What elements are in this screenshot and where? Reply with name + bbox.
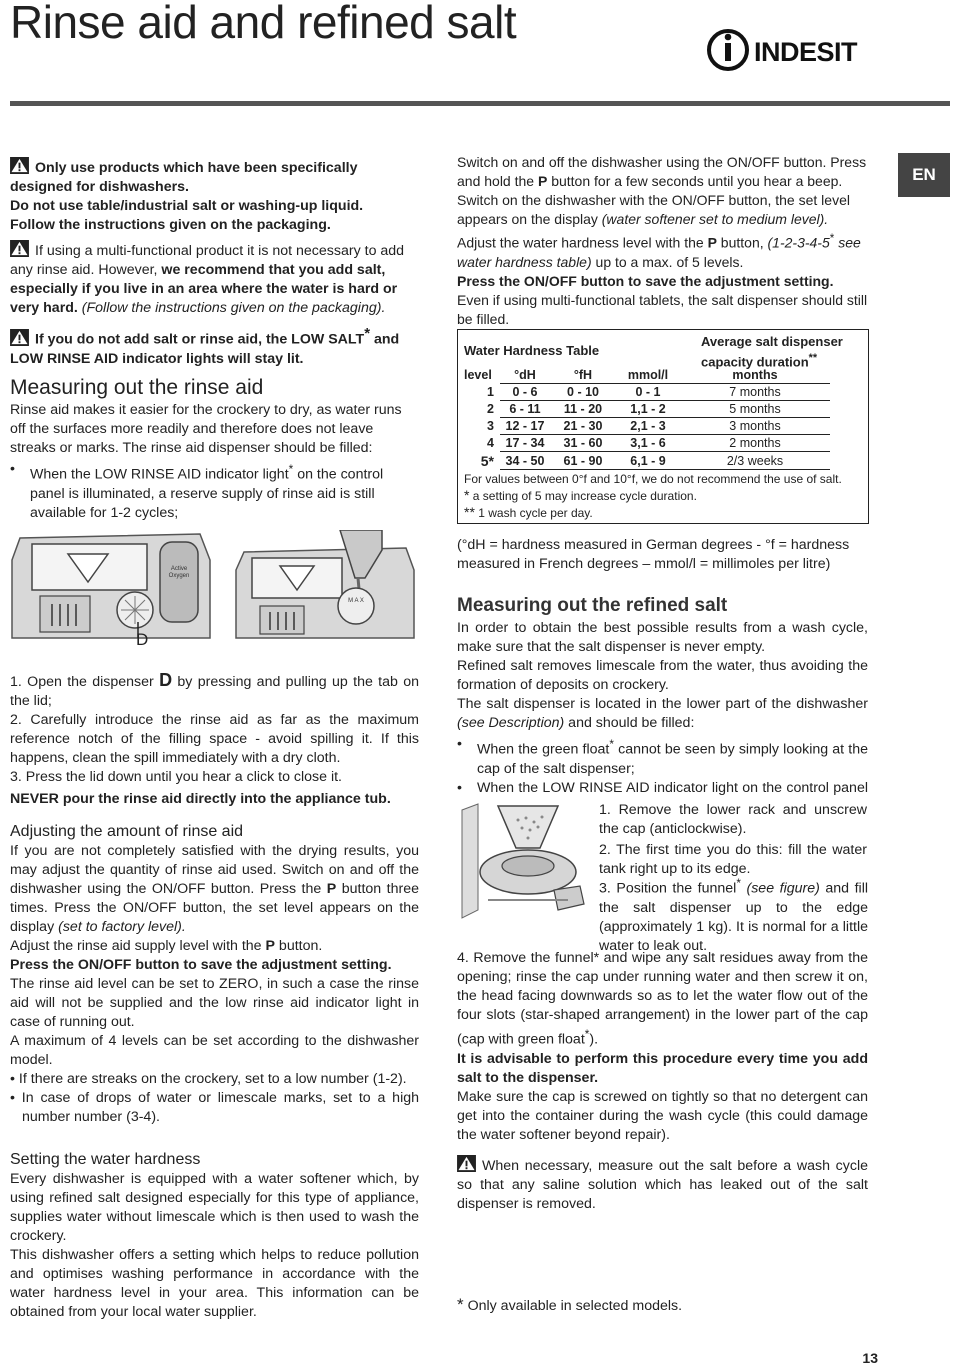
- col-mmol: mmol/l: [616, 367, 680, 384]
- hardness-p1: Every dishwasher is equipped with a water softener which, by using refined salt designed especially for this type of appliance, supplies water without limescale which is then used to wash the crockery.: [10, 1171, 419, 1244]
- asterisk: *: [736, 876, 741, 890]
- step1-b: by pressing and pulling up the tab on the lid;: [10, 674, 420, 709]
- warnings-block: [10, 157, 420, 369]
- cell-mmol: 6,1 - 9: [616, 452, 680, 470]
- table-note-2: a setting of 5 may increase cycle duration.: [472, 489, 697, 503]
- page-number: 13: [862, 1350, 878, 1366]
- units-note: (°dH = hardness measured in German degrees - °f = hardness measured in French degrees – mmol/l = millimoles per litre): [457, 537, 850, 572]
- r-p3-b: button,: [716, 234, 768, 251]
- adjust-p2-b: button.: [274, 938, 323, 954]
- adjust-b1-text: If there are streaks on the crockery, set to a low number (1-2).: [18, 1071, 407, 1087]
- warn3-text-a: If you do not add salt or rinse aid, the LOW SALT: [35, 331, 365, 348]
- warn1-text: Only use products which have been specifically designed for dishwashers.: [10, 160, 358, 195]
- r-p3-i: (1-2-3-4-5: [767, 234, 830, 251]
- indesit-logo-icon: [706, 26, 868, 74]
- table-note-1: For values between 0°f and 10°f, we do not recommend the use of salt.: [464, 472, 842, 486]
- salt-warn-text: When necessary, measure out the salt before a wash cycle so that any saline solution which has leaked out of the salt dispenser is removed.: [457, 1157, 868, 1212]
- footnote: [457, 1295, 868, 1316]
- adjust-p1-p: P: [326, 881, 337, 897]
- table-row: [462, 418, 830, 435]
- r-p1-b: button for a few seconds until you hear a beep.: [547, 173, 843, 189]
- salt-step-4: [457, 949, 868, 1050]
- asterisk: *: [584, 1027, 590, 1041]
- avg-head-2: capacity duration: [701, 354, 809, 370]
- salt-p3: [457, 695, 868, 733]
- cell-fh: 31 - 60: [550, 435, 616, 452]
- r-p2: [457, 191, 868, 229]
- asterisk: *: [609, 737, 614, 751]
- asterisk: *: [829, 232, 835, 245]
- warn3-text-b: and LOW RINSE AID indicator lights will stay lit.: [10, 331, 400, 367]
- table-title: Water Hardness Table: [464, 343, 600, 358]
- step-3: 3. Press the lid down until you hear a click to close it.: [10, 769, 342, 785]
- hardness-instructions: [457, 153, 868, 329]
- language-tab: EN: [898, 153, 950, 197]
- indesit-logo: [706, 26, 868, 74]
- salt-section: [457, 593, 868, 822]
- water-hardness-table: [457, 329, 869, 524]
- adjust-b1: • If there are streaks on the crockery, set to a low number (1-2).: [10, 1071, 407, 1087]
- step-1: [10, 671, 419, 711]
- adjust-section: [10, 822, 419, 1127]
- cell-months: 2 months: [680, 435, 830, 452]
- cell-level: 4: [487, 436, 494, 450]
- dispenser-illustration: [10, 530, 422, 645]
- header-rule: [10, 101, 950, 106]
- step1-d: D: [159, 670, 173, 690]
- table-row: [462, 384, 830, 401]
- salt-heading: Measuring out the refined salt: [457, 595, 728, 616]
- cell-level: 3: [487, 419, 494, 433]
- r-p1-a: Switch on and off the dishwasher using the ON/OFF button. Press and hold the: [457, 154, 867, 189]
- cell-dh: 12 - 17: [500, 418, 550, 435]
- adjust-p1: [10, 842, 419, 937]
- salt-b1-b: cannot be seen by simply looking at the cap of the salt dispenser;: [477, 741, 868, 777]
- note-star-2: **: [464, 504, 475, 520]
- adjust-heading: Adjusting the amount of rinse aid: [10, 823, 244, 840]
- warning-icon: [10, 240, 29, 257]
- cell-dh: 6 - 11: [500, 401, 550, 418]
- r-p5: Even if using multi-functional tablets, the salt dispenser should still be filled.: [457, 291, 868, 327]
- adjust-p2-p: P: [265, 938, 275, 954]
- rinse-bullet-a: When the LOW RINSE AID indicator light: [30, 466, 289, 483]
- r-p3: [457, 229, 868, 272]
- cell-dh: 34 - 50: [500, 452, 550, 470]
- r-p1-p: P: [537, 173, 548, 189]
- rinse-bullet: [30, 460, 420, 523]
- salt-p3-a: The salt dispenser is located in the lower part of the dishwasher: [457, 696, 868, 712]
- salt-s3-i: (see figure): [740, 880, 820, 897]
- col-level: level: [464, 368, 492, 383]
- step-2: 2. Carefully introduce the rinse aid as far as the maximum reference notch of the filling space - avoid spilling it. If this happens, clean the spill immediately with a dry cloth.: [10, 712, 419, 766]
- figure-label-d: D: [136, 630, 149, 649]
- asterisk: *: [288, 462, 294, 476]
- cell-months: 5 months: [680, 401, 830, 418]
- salt-s3-b: and fill the salt dispenser up to the edge (approximately 1 kg). It is normal for a little water to leak out.: [599, 880, 869, 954]
- adjust-p1-i: (set to factory level).: [58, 919, 186, 935]
- cell-mmol: 2,1 - 3: [616, 418, 680, 435]
- salt-steps: [457, 874, 868, 956]
- salt-p3-i: (see Description): [457, 715, 565, 731]
- adjust-p5: A maximum of 4 levels can be set according to the dishwasher model.: [10, 1033, 419, 1068]
- asterisk: *: [364, 325, 371, 342]
- rinse-section: [10, 375, 420, 523]
- salt-step-3: [457, 874, 868, 956]
- warn1-line2: Do not use table/industrial salt or washing-up liquid.: [10, 198, 364, 214]
- cell-months: 2/3 weeks: [680, 452, 830, 470]
- step1-a: 1. Open the dispenser: [10, 674, 160, 690]
- table-notes: [464, 471, 842, 521]
- rinse-dispenser-figure: [10, 530, 422, 649]
- salt-bullet-1: [477, 735, 868, 779]
- salt-warning: [457, 1155, 868, 1214]
- salt-steps-indented: [599, 801, 867, 879]
- adjust-b2-text: In case of drops of water or limescale marks, set to a high number number (3-4).: [21, 1090, 419, 1125]
- salt-p1: In order to obtain the best possible results from a wash cycle, make sure that the salt dispenser is never empty.: [457, 620, 868, 655]
- salt-step-1: 1. Remove the lower rack and unscrew the cap (anticlockwise).: [599, 802, 867, 837]
- salt-b2-a: When the LOW RINSE AID indicator light on the control panel: [477, 779, 868, 796]
- salt-s3-a: 3. Position the funnel: [599, 880, 737, 897]
- col-fh: °fH: [550, 367, 616, 384]
- r-p2-a: Switch on the dishwasher with the ON/OFF button, the set level appears on the display: [457, 192, 850, 227]
- oxygen-label: Oxygen: [168, 573, 190, 579]
- adjust-p3: Press the ON/OFF button to save the adjustment setting.: [10, 957, 392, 973]
- warn2-text: If using a multi-functional product it is not necessary to add any rinse aid. However,: [10, 243, 405, 278]
- cell-fh: 21 - 30: [550, 418, 616, 435]
- rinse-intro: Rinse aid makes it easier for the crockery to dry, as water runs off the surfaces more readily and therefore does not leave streaks or marks. The rinse aid dispenser should be filled:: [10, 402, 402, 456]
- rinse-steps: [10, 671, 419, 809]
- salt-steps-lower: [457, 949, 868, 1214]
- footnote-star: *: [457, 1295, 464, 1314]
- cell-dh: 17 - 34: [500, 435, 550, 452]
- cell-level: 1: [487, 385, 494, 399]
- salt-b1-a: When the green float: [477, 741, 610, 758]
- cell-fh: 11 - 20: [550, 401, 616, 418]
- avg-head-1: Average salt dispenser: [701, 334, 843, 349]
- adjust-p2-a: Adjust the rinse aid supply level with the: [10, 938, 266, 954]
- warn1-line3: Follow the instructions given on the packaging.: [10, 217, 331, 233]
- cell-dh: 0 - 6: [500, 384, 550, 401]
- table-header-row: [462, 367, 830, 384]
- salt-s4-b: ).: [589, 1031, 599, 1048]
- hardness-p2: This dishwasher offers a setting which helps to reduce pollution and optimises washing performance in accordance with the water hardness level in your area. This information can be obtained from your local water supplier.: [10, 1247, 419, 1320]
- warn2-bold: we recommend that you add salt, especially if you live in an area where the water is hard or very hard.: [10, 262, 398, 316]
- table-row: [462, 401, 830, 418]
- r-p3-c: up to a max. of 5 levels.: [591, 253, 744, 270]
- salt-p4: Make sure the cap is screwed on tightly so that no detergent can get into the container during the wash cycle (this could damage the water softener beyond repair).: [457, 1088, 868, 1143]
- rinse-heading: Measuring out the rinse aid: [10, 376, 264, 399]
- table-avg-head: [701, 334, 843, 370]
- table-row: [462, 452, 830, 470]
- salt-advise: It is advisable to perform this procedure every time you add salt to the dispenser.: [457, 1050, 868, 1086]
- cell-mmol: 3,1 - 6: [616, 435, 680, 452]
- warning-icon: [10, 157, 29, 174]
- adjust-p1-b: button three times. Press the ON/OFF button, the set level appears on the display: [10, 881, 419, 935]
- rinse-bullet-b: on the control panel is illuminated, a reserve supply of rinse aid is still available for 1-2 cycles;: [30, 466, 384, 521]
- cell-fh: 61 - 90: [550, 452, 616, 470]
- adjust-p2: [10, 937, 419, 956]
- salt-s4-a: 4. Remove the funnel* and wipe any salt residues away from the opening; rinse the cap under running water and then screw it on, the head facing downwards so as to let the water flow out of the four slots (star-shaped arrangement) in the lower part of the cap (cap with green float: [457, 950, 868, 1048]
- salt-p2: Refined salt removes limescale from the water, thus avoiding the formation of deposits on crockery.: [457, 658, 868, 693]
- adjust-p4: The rinse aid level can be set to ZERO, in such a case the rinse aid will not be supplied and the low rinse aid indicator light in case of running out.: [10, 976, 419, 1030]
- max-label: M A X: [348, 598, 364, 604]
- salt-step-2: 2. The first time you do this: fill the water tank right up to its edge.: [599, 842, 867, 877]
- hardness-grid: [462, 367, 830, 470]
- adjust-p1-a: If you are not completely satisfied with the drying results, you may adjust the quantity of rinse aid used. Switch on and off the dishwasher using the ON/OFF button. Press the: [10, 843, 419, 897]
- cell-level: 2: [487, 402, 494, 416]
- cell-fh: 0 - 10: [550, 384, 616, 401]
- r-p3-p: P: [707, 234, 717, 251]
- avg-star: **: [808, 352, 818, 364]
- warning-icon: [10, 329, 29, 346]
- table-row: [462, 435, 830, 452]
- salt-p3-b: and should be filled:: [564, 715, 695, 731]
- cell-months: 3 months: [680, 418, 830, 435]
- r-p4: Press the ON/OFF button to save the adjustment setting.: [457, 272, 834, 289]
- active-label: Active: [170, 566, 188, 572]
- col-months: months: [680, 367, 830, 384]
- logo-text: INDESIT: [754, 37, 858, 67]
- footnote-text: Only available in selected models.: [463, 1298, 683, 1314]
- warning-icon: [457, 1155, 476, 1172]
- cell-mmol: 0 - 1: [616, 384, 680, 401]
- r-p3-a: Adjust the water hardness level with the: [457, 234, 708, 251]
- note-star-1: *: [464, 487, 470, 503]
- col-dh: °dH: [500, 367, 550, 384]
- never-note: NEVER pour the rinse aid directly into the appliance tub.: [10, 791, 391, 807]
- cell-mmol: 1,1 - 2: [616, 401, 680, 418]
- hardness-heading: Setting the water hardness: [10, 1151, 201, 1168]
- page-title: Rinse aid and refined salt: [10, 0, 517, 48]
- r-p2-i: (water softener set to medium level).: [601, 211, 829, 227]
- table-note-3: 1 wash cycle per day.: [478, 506, 593, 520]
- warn2-italic: (Follow the instructions given on the packaging).: [77, 300, 386, 316]
- adjust-b2: • In case of drops of water or limescale marks, set to a high number number (3-4).: [10, 1090, 419, 1125]
- cell-months: 7 months: [680, 384, 830, 401]
- hardness-section: [10, 1150, 419, 1322]
- r-p1: [457, 153, 868, 191]
- cell-level: 5*: [480, 452, 494, 469]
- r-p3-i2: see water hardness table): [457, 234, 861, 270]
